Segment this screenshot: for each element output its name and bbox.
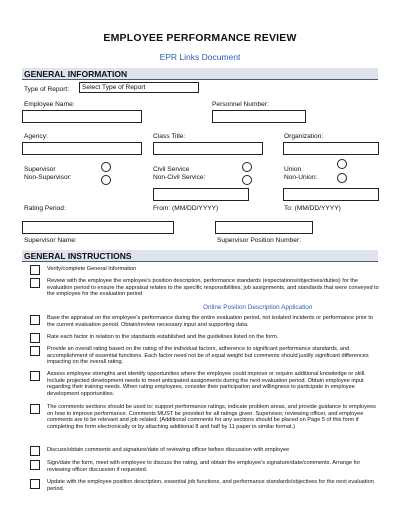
- non-union-label: Non-Union:: [284, 174, 318, 181]
- instruction-text-7: The comments sections should be used to: support performance ratings, indicate problem areas, and provide guidance to employees on how to improve performance. Comments MUST be provided for all ratings given. Supervisor, reviewing officer, and employee comments are to be relevant and job related. (Additional comments for any sections should be placed on Page 5 of this form if completing the form electronically or by attaching additional 8 and half by 11 paper in similar format.): [47, 404, 376, 430]
- supervisor-radio[interactable]: [101, 162, 111, 172]
- non-union-radio[interactable]: [337, 173, 347, 183]
- class-title-label: Class Title:: [153, 133, 186, 140]
- instruction-text-5: Provide an overall rating based on the rating of the individual factors, adherence to significant performance standards, and accomplishment of essential functions. Each factor need not be of equal weight but comments should justify significant differences impacting on the overall rating.: [47, 346, 369, 366]
- employee-name-label: Employee Name:: [24, 101, 75, 108]
- employee-name-field[interactable]: [22, 110, 142, 123]
- instruction-checkbox-6[interactable]: [30, 371, 40, 381]
- supervisor-name-label: Supervisor Name:: [24, 237, 77, 244]
- instruction-checkbox-10[interactable]: [30, 479, 40, 489]
- union-label: Union: [284, 166, 302, 173]
- non-supervisor-label: Non-Supervisor:: [24, 174, 72, 181]
- type-of-report-label: Type of Report:: [24, 86, 70, 93]
- instruction-checkbox-3[interactable]: [30, 315, 40, 325]
- online-position-description-link[interactable]: Online Position Description Application: [203, 304, 313, 311]
- instruction-text-1: Verify/complete General Information: [47, 266, 137, 272]
- instruction-checkbox-5[interactable]: [30, 346, 40, 356]
- rating-from-label: From: (MM/DD/YYYY): [153, 205, 219, 212]
- instruction-checkbox-2[interactable]: [30, 278, 40, 288]
- non-civil-service-radio[interactable]: [242, 175, 252, 185]
- personnel-number-field[interactable]: [212, 110, 306, 123]
- instruction-text-6: Assess employee strengths and identify opportunities where the employee could improve or require additional knowledge or skill. Include projected development needs to meet anticipated assignments during the next evaluation period. Obtain employee input regarding their training needs. When rating employees, consider their participation and willingness to participate in employee development opportunities.: [47, 371, 366, 397]
- agency-label: Agency:: [24, 133, 48, 140]
- personnel-number-label: Personnel Number:: [212, 101, 269, 108]
- instruction-checkbox-1[interactable]: [30, 265, 40, 275]
- instruction-text-10: Update with the employee position description, essential job functions, and performance standards/objectives for the next evaluation period.: [47, 479, 374, 492]
- supervisor-position-number-field[interactable]: [215, 221, 313, 234]
- supervisor-label: Supervisor: [24, 166, 56, 173]
- epr-links-document-link[interactable]: EPR Links Document: [159, 52, 241, 62]
- civil-service-radio[interactable]: [242, 162, 252, 172]
- union-radio[interactable]: [337, 159, 347, 169]
- civil-service-label: Civil Service: [153, 166, 190, 173]
- instruction-checkbox-4[interactable]: [30, 333, 40, 343]
- instruction-checkbox-9[interactable]: [30, 460, 40, 470]
- supervisor-name-field[interactable]: [22, 221, 174, 234]
- rating-from-field[interactable]: [153, 188, 249, 201]
- supervisor-position-number-label: Supervisor Position Number:: [217, 237, 301, 244]
- instruction-text-4: Rate each factor in relation to the standards established and the guidelines listed on the form.: [47, 334, 279, 340]
- instruction-text-3: Base the appraisal on the employee's performance during the entire evaluation period, not isolated incidents or performance prior to the current evaluation period. Obtain/review necessary input and supporting data.: [47, 315, 374, 328]
- non-civil-service-label: Non-Civil Service:: [153, 174, 206, 181]
- general-information-heading: GENERAL INFORMATION: [22, 68, 378, 80]
- organization-field[interactable]: [283, 142, 379, 155]
- agency-field[interactable]: [22, 142, 142, 155]
- page-title: EMPLOYEE PERFORMANCE REVIEW: [103, 32, 297, 44]
- instruction-text-2: Review with the employee the employee's position description, performance standards (expectations/objectives/duties) for the evaluation period to ensure the appraisal relates to the specific responsibilities, job assignments, and standards that were conveyed to the employee for the evaluation period: [47, 278, 379, 298]
- instruction-checkbox-8[interactable]: [30, 446, 40, 456]
- organization-label: Organization:: [284, 133, 324, 140]
- type-of-report-select[interactable]: Select Type of Report: [79, 82, 199, 93]
- instruction-text-8: Discuss/obtain comments and signature/date of reviewing officer before discussion with employee: [47, 447, 290, 453]
- instruction-checkbox-7[interactable]: [30, 404, 40, 414]
- rating-period-label: Rating Period:: [24, 205, 66, 212]
- instruction-text-9: Sign/date the form, meet with employee to discuss the rating, and obtain the employee's signature/date/comments. Arrange for reviewing officer discussion if requested.: [47, 460, 361, 473]
- rating-to-field[interactable]: [283, 188, 379, 201]
- general-instructions-heading: GENERAL INSTRUCTIONS: [22, 250, 378, 262]
- rating-to-label: To: (MM/DD/YYYY): [284, 205, 341, 212]
- non-supervisor-radio[interactable]: [101, 175, 111, 185]
- class-title-field[interactable]: [153, 142, 263, 155]
